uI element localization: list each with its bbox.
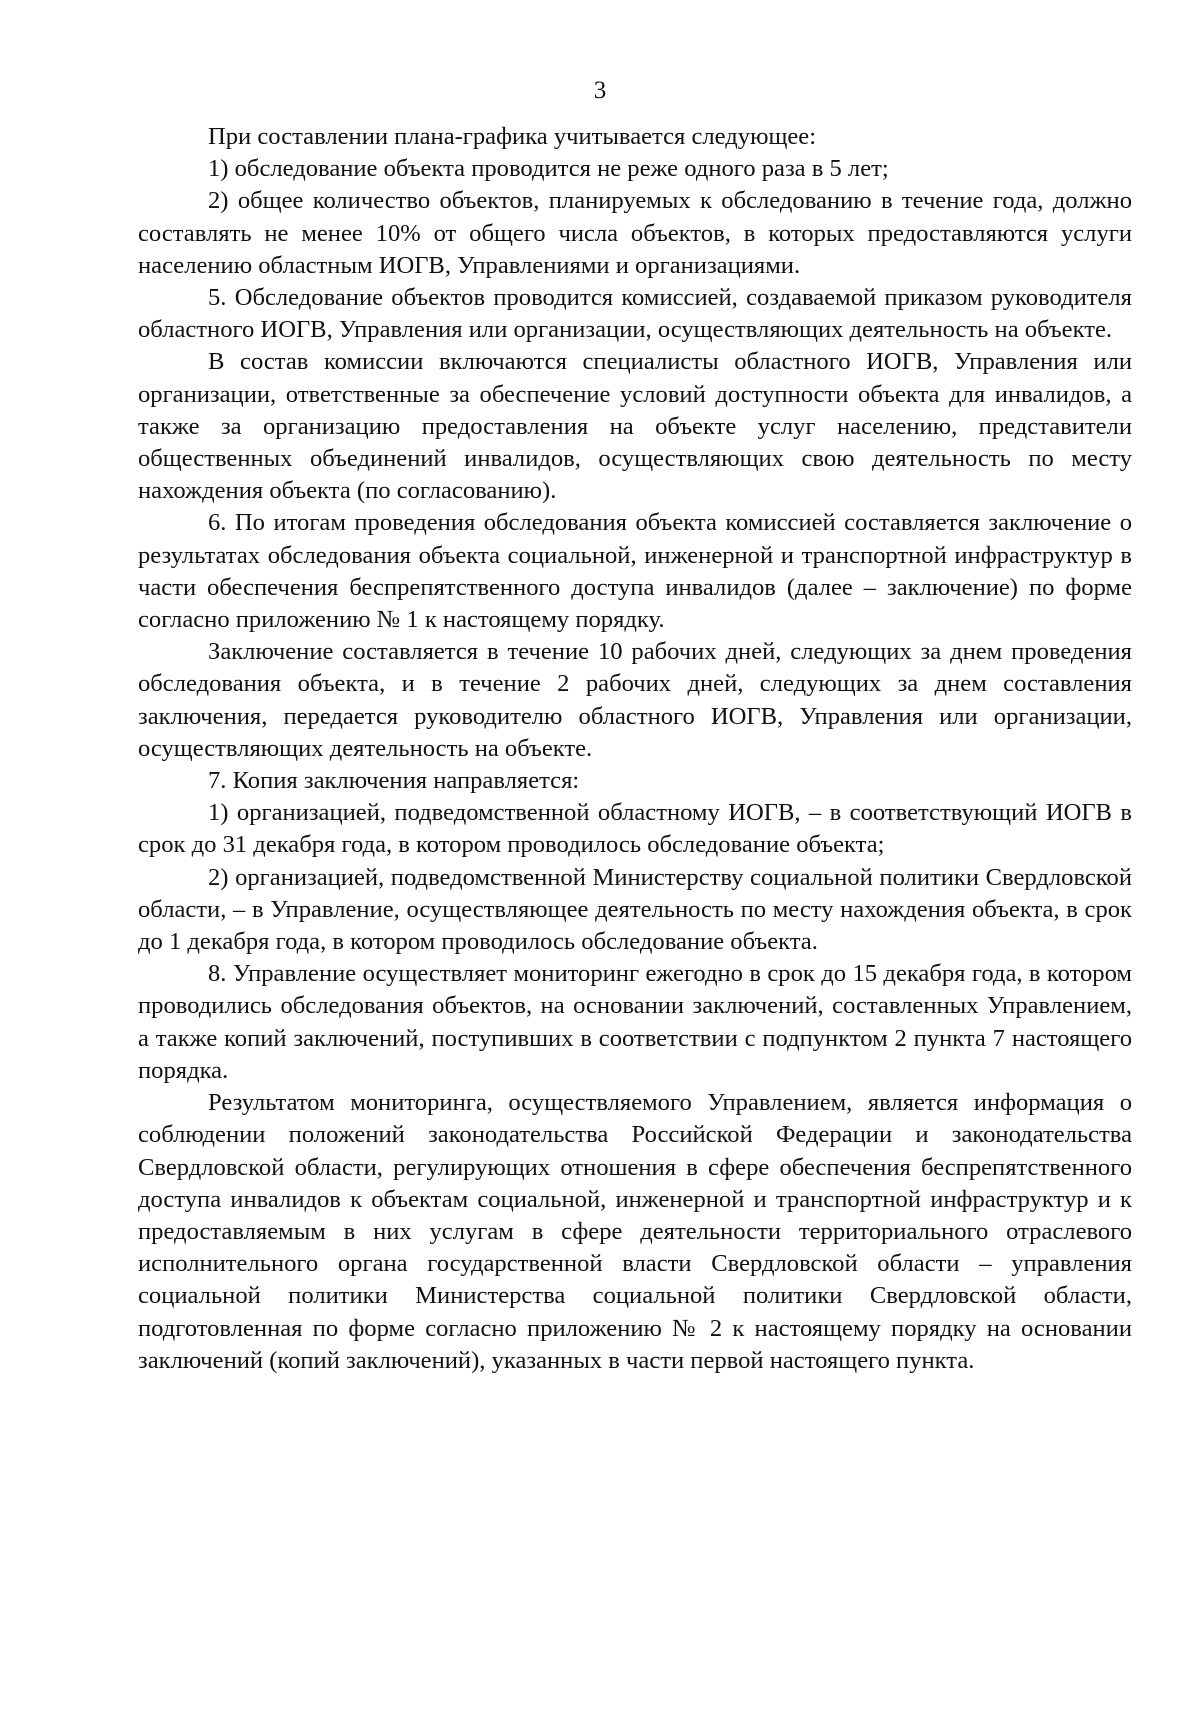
paragraph-plan-item-2: 2) общее количество объектов, планируемых к обследованию в течение года, должно составлять не менее 10% от общего числа объектов, в которых предоставляются услуги населению областным ИОГВ, Управлениями и организациями. bbox=[138, 187, 1132, 279]
paragraph-section-7: 7. Копия заключения направляется: bbox=[208, 767, 580, 795]
paragraph-plan-intro: При составлении плана-графика учитывается следующее: bbox=[208, 123, 817, 150]
paragraph-conclusion-deadline: Заключение составляется в течение 10 рабочих дней, следующих за днем проведения обследования объекта, и в течение 2 рабочих дней, следующих за днем составления заключения, передается руководителю областного ИОГВ, Управления или организации, осуществляющих деятельность на объекте. bbox=[138, 638, 1132, 762]
paragraph-section-6: 6. По итогам проведения обследования объекта комиссией составляется заключение о результатах обследования объекта социальной, инженерной и транспортной инфраструктур в части обеспечения беспрепятственного доступа инвалидов (далее – заключение) по форме согласно приложению № 1 к настоящему порядку. bbox=[138, 509, 1132, 634]
paragraph-plan-item-1: 1) обследование объекта проводится не реже одного раза в 5 лет; bbox=[208, 155, 889, 183]
page-number: 3 bbox=[593, 77, 607, 104]
paragraph-section-5: 5. Обследование объектов проводится комиссией, создаваемой приказом руководителя областного ИОГВ, Управления или организации, осуществляющих деятельность на объекте. bbox=[138, 284, 1132, 344]
paragraph-section-7-item-1: 1) организацией, подведомственной областному ИОГВ, – в соответствующий ИОГВ в срок до 31 декабря года, в котором проводилось обследование объекта; bbox=[138, 799, 1132, 859]
paragraph-section-8: 8. Управление осуществляет мониторинг ежегодно в срок до 15 декабря года, в котором проводились обследования объектов, на основании заключений, составленных Управлением, а также копий заключений, поступивших в соответствии с подпунктом 2 пункта 7 настоящего порядка. bbox=[138, 960, 1132, 1084]
paragraph-section-7-item-2: 2) организацией, подведомственной Министерству социальной политики Свердловской области, – в Управление, осуществляющее деятельность по месту нахождения объекта, в срок до 1 декабря года, в котором проводилось обследование объекта. bbox=[138, 863, 1132, 956]
paragraph-commission-composition: В состав комиссии включаются специалисты областного ИОГВ, Управления или организации, ответственные за обеспечение условий доступности объекта для инвалидов, а также за организацию предоставления на объекте услуг населению, представители общественных объединений инвалидов, осуществляющих свою деятельность по месту нахождения объекта (по согласованию). bbox=[138, 348, 1132, 505]
document-body bbox=[138, 121, 1132, 1377]
paragraph-monitoring-result: Результатом мониторинга, осуществляемого Управлением, является информация о соблюдении положений законодательства Российской Федерации и законодательства Свердловской области, регулирующих отношения в сфере обеспечения беспрепятственного доступа инвалидов к объектам социальной, инженерной и транспортной инфраструктур и к предоставляемым в них услугам в сфере деятельности территориального отраслевого исполнительного органа государственной власти Свердловской области – управления социальной политики Министерства социальной политики Свердловской области, подготовленная по форме согласно приложению № 2 к настоящему порядку на основании заключений (копий заключений), указанных в части первой настоящего пункта. bbox=[138, 1089, 1132, 1374]
